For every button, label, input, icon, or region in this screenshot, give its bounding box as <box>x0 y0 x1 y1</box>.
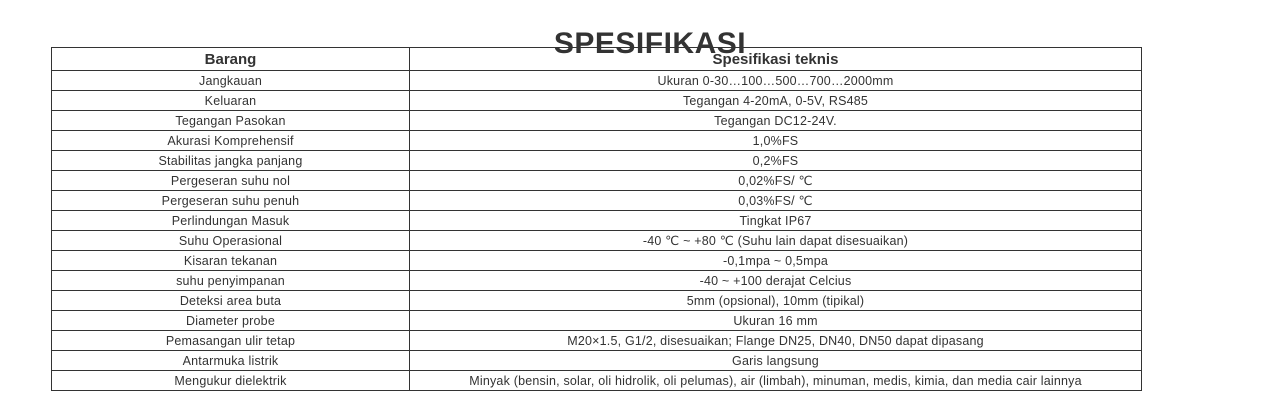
item-cell: Stabilitas jangka panjang <box>52 151 410 171</box>
page-title: SPESIFIKASI <box>553 27 747 61</box>
item-cell: Tegangan Pasokan <box>52 111 410 131</box>
item-cell: Akurasi Komprehensif <box>52 131 410 151</box>
item-cell: Pemasangan ulir tetap <box>52 331 410 351</box>
item-cell: Deteksi area buta <box>52 291 410 311</box>
table-row <box>52 111 1142 131</box>
spec-cell: 5mm (opsional), 10mm (tipikal) <box>410 291 1142 311</box>
table-row <box>52 131 1142 151</box>
table-row <box>52 151 1142 171</box>
spec-cell: -40 ℃ ~ +80 ℃ (Suhu lain dapat disesuaikan) <box>410 231 1142 251</box>
spec-cell: 0,2%FS <box>410 151 1142 171</box>
item-cell: Mengukur dielektrik <box>52 371 410 391</box>
item-cell: Diameter probe <box>52 311 410 331</box>
spec-cell: 1,0%FS <box>410 131 1142 151</box>
spec-cell: Tingkat IP67 <box>410 211 1142 231</box>
item-cell: Keluaran <box>52 91 410 111</box>
table-header-row <box>52 48 1142 71</box>
spec-cell: Ukuran 0-30…100…500…700…2000mm <box>410 71 1142 91</box>
spec-cell: 0,03%FS/ ℃ <box>410 191 1142 211</box>
item-cell: Suhu Operasional <box>52 231 410 251</box>
table-row <box>52 211 1142 231</box>
item-cell: Perlindungan Masuk <box>52 211 410 231</box>
item-cell: Antarmuka listrik <box>52 351 410 371</box>
table-row <box>52 231 1142 251</box>
table-row <box>52 271 1142 291</box>
spec-cell: Tegangan DC12-24V. <box>410 111 1142 131</box>
spec-cell: 0,02%FS/ ℃ <box>410 171 1142 191</box>
spec-cell: M20×1.5, G1/2, disesuaikan; Flange DN25, DN40, DN50 dapat dipasang <box>410 331 1142 351</box>
item-cell: Kisaran tekanan <box>52 251 410 271</box>
table-row <box>52 91 1142 111</box>
spec-cell: Garis langsung <box>410 351 1142 371</box>
table-row <box>52 311 1142 331</box>
spec-table <box>51 47 1142 391</box>
spec-cell: -40 ~ +100 derajat Celcius <box>410 271 1142 291</box>
table-row <box>52 191 1142 211</box>
table-row <box>52 71 1142 91</box>
spec-cell: Minyak (bensin, solar, oli hidrolik, oli pelumas), air (limbah), minuman, medis, kimia, dan media cair lainnya <box>410 371 1142 391</box>
table-row <box>52 251 1142 271</box>
spec-cell: Ukuran 16 mm <box>410 311 1142 331</box>
item-cell: Pergeseran suhu nol <box>52 171 410 191</box>
header-spec: Spesifikasi teknis <box>410 48 1142 71</box>
item-cell: Jangkauan <box>52 71 410 91</box>
table-row <box>52 371 1142 391</box>
item-cell: Pergeseran suhu penuh <box>52 191 410 211</box>
header-item: Barang <box>52 48 410 71</box>
table-row <box>52 171 1142 191</box>
table-row <box>52 351 1142 371</box>
item-cell: suhu penyimpanan <box>52 271 410 291</box>
table-row <box>52 291 1142 311</box>
table-row <box>52 331 1142 351</box>
spec-cell: -0,1mpa ~ 0,5mpa <box>410 251 1142 271</box>
spec-cell: Tegangan 4-20mA, 0-5V, RS485 <box>410 91 1142 111</box>
